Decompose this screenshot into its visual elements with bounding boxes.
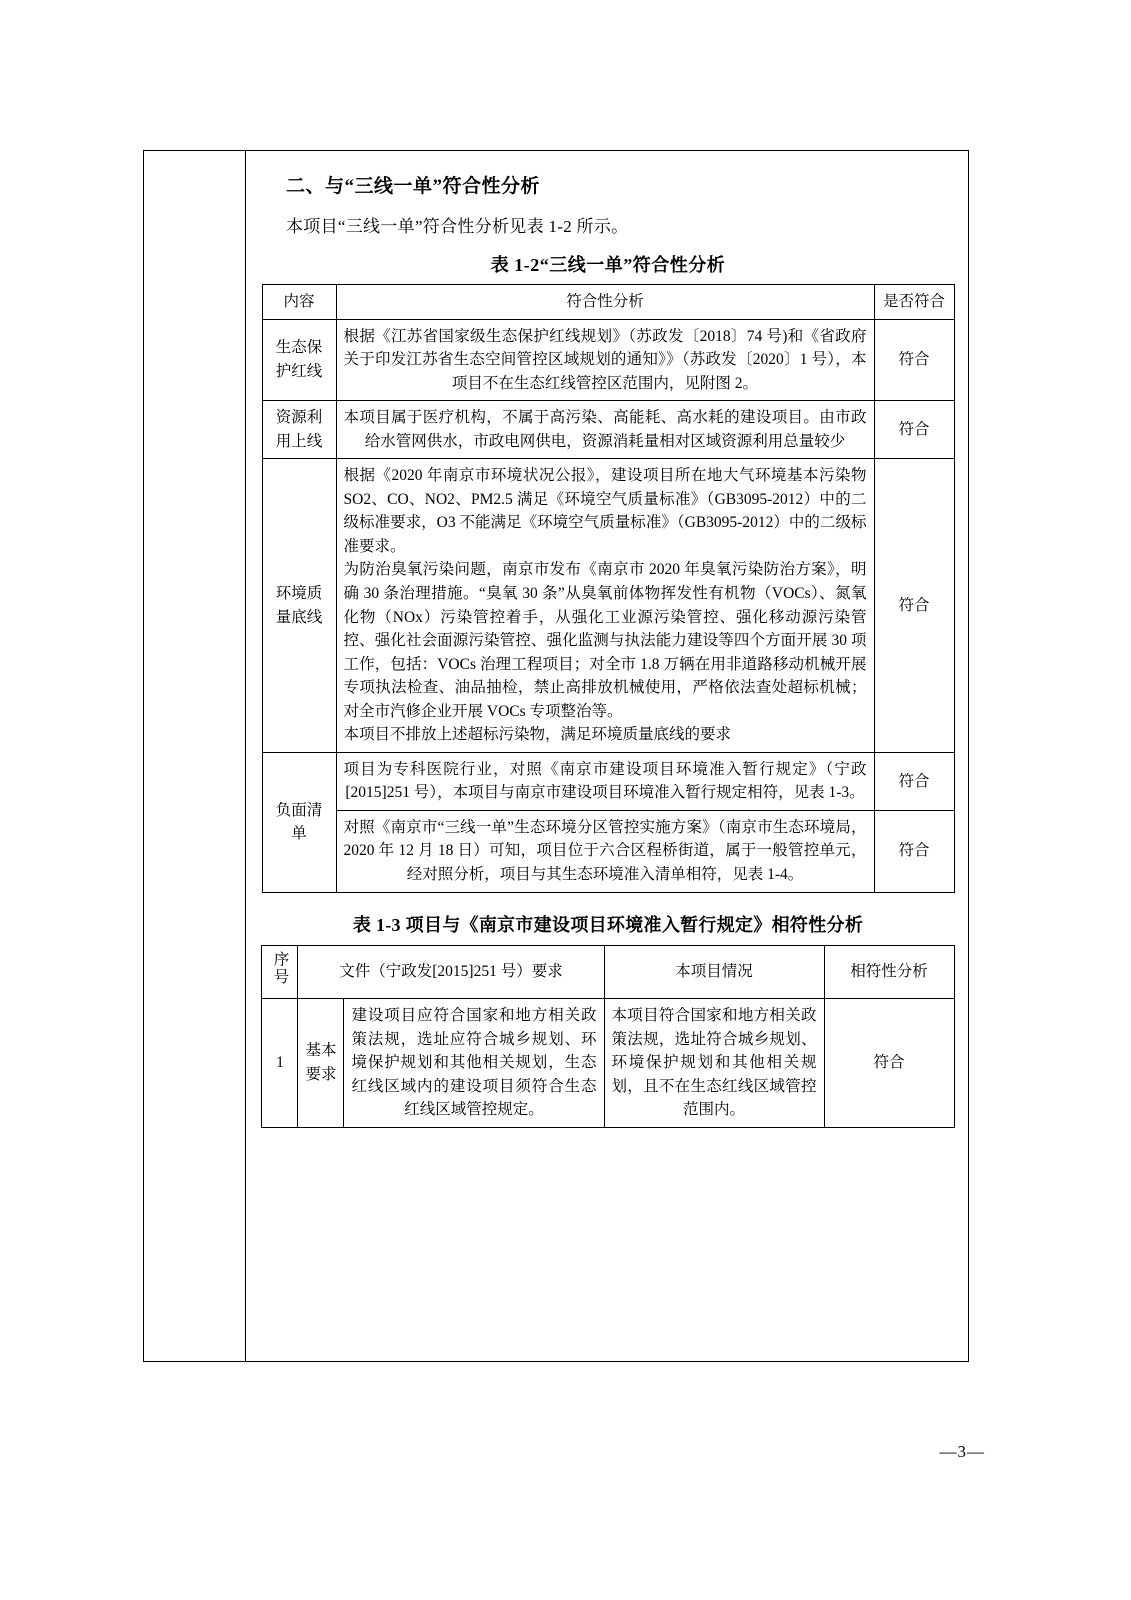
table-row [262, 752, 954, 810]
table-row [262, 810, 954, 892]
row-analysis-ecological-redline: 根据《江苏省国家级生态保护红线规划》（苏政发〔2018〕74 号)和《省政府关于印发江苏省生态空间管控区域规划的通知》》（苏政发〔2020〕1 号），本项目不在生态红线管控区范围内，见附图 2。 [336, 319, 874, 401]
row-result-ecological-redline: 符合 [874, 319, 954, 401]
cell-conformity-1: 符合 [824, 999, 954, 1128]
row-result-resource-upper-limit: 符合 [874, 401, 954, 459]
section-title: 二、与“三线一单”符合性分析 [286, 176, 541, 197]
header-content: 内容 [262, 285, 336, 320]
page-frame [143, 150, 969, 1362]
cell-project-status-1: 本项目符合国家和地方相关政策法规，选址符合城乡规划、环境保护规划和其他相关规划，且不在生态红线区域管控范围内。 [604, 999, 824, 1128]
analysis-paragraph-2: 为防治臭氧污染问题，南京市发布《南京市 2020 年臭氧污染防治方案》，明确 30 条治理措施。“臭氧 30 条”从臭氧前体物挥发性有机物（VOCs）、氮氧化物（NOx）污染管控着手，从强化工业源污染管控、强化移动源污染管控、强化社会面源污染管控、强化监测与执法能力建设等四个方面开展 30 项工作，包括：VOCs 治理工程项目；对全市 1.8 万辆在用非道路移动机械开展专项执法检查、油品抽检，禁止高排放机械使用，严格依法查处超标机械；对全市汽修企业开展 VOCs 专项整治等。 [343, 561, 867, 720]
analysis-paragraph-3: 本项目不排放上述超标污染物，满足环境质量底线的要求 [343, 726, 732, 744]
row-label-negative-list: 负面清单 [262, 752, 336, 892]
row-analysis-resource-upper-limit: 本项目属于医疗机构，不属于高污染、高能耗、高水耗的建设项目。由市政给水管网供水，市政电网供电，资源消耗量相对区域资源利用总量较少 [336, 401, 874, 459]
table-1-2 [262, 284, 955, 893]
content-column [246, 151, 968, 1361]
analysis-paragraph-1: 根据《2020 年南京市环境状况公报》，建设项目所在地大气环境基本污染物 SO2、CO、NO2、PM2.5 满足《环境空气质量标准》（GB3095-2012）中的二级标准要求，O3 不能满足《环境空气质量标准》（GB3095-2012）中的二级标准要求。 [343, 467, 867, 555]
table-1-3-caption: 表 1-3 项目与《南京市建设项目环境准入暂行规定》相符性分析 [352, 914, 864, 935]
table-row [262, 999, 954, 1128]
header-conformity: 相符性分析 [824, 945, 954, 999]
cell-category-basic-requirement: 基本要求 [298, 999, 344, 1128]
lead-paragraph: 本项目“三线一单”符合性分析见表 1-2 所示。 [286, 217, 629, 236]
row-result-negative-list-2: 符合 [874, 810, 954, 892]
table-header-row [262, 945, 954, 999]
header-index: 序号 [262, 945, 298, 999]
header-analysis: 符合性分析 [336, 285, 874, 320]
row-result-env-quality-bottomline: 符合 [874, 459, 954, 753]
row-label-resource-upper-limit: 资源利用上线 [262, 401, 336, 459]
row-analysis-negative-list-1: 项目为专科医院行业，对照《南京市建设项目环境准入暂行规定》（宁政[2015]251 号），本项目与南京市建设项目环境准入暂行规定相符，见表 1-3。 [336, 752, 874, 810]
row-result-negative-list-1: 符合 [874, 752, 954, 810]
header-result: 是否符合 [874, 285, 954, 320]
page-number: —3— [939, 1442, 985, 1461]
row-analysis-env-quality-bottomline [336, 459, 874, 753]
row-analysis-negative-list-2: 对照《南京市“三线一单”生态环境分区管控实施方案》（南京市生态环境局，2020 年 12 月 18 日）可知，项目位于六合区程桥街道，属于一般管控单元，经对照分析，项目与其生态环境准入清单相符，见表 1-4。 [336, 810, 874, 892]
table-1-2-caption: 表 1-2“三线一单”符合性分析 [490, 255, 726, 275]
header-project-status: 本项目情况 [604, 945, 824, 999]
header-requirement: 文件（宁政发[2015]251 号）要求 [298, 945, 604, 999]
left-margin-column [144, 151, 246, 1361]
table-1-3 [261, 945, 954, 1128]
table-row [262, 459, 954, 753]
row-label-ecological-redline: 生态保护红线 [262, 319, 336, 401]
cell-index-1: 1 [262, 999, 298, 1128]
table-row [262, 319, 954, 401]
row-label-env-quality-bottomline: 环境质量底线 [262, 459, 336, 753]
table-header-row [262, 285, 954, 320]
cell-requirement-1: 建设项目应符合国家和地方相关政策法规，选址应符合城乡规划、环境保护规划和其他相关规划，生态红线区域内的建设项目须符合生态红线区域管控规定。 [344, 999, 604, 1128]
table-row [262, 401, 954, 459]
